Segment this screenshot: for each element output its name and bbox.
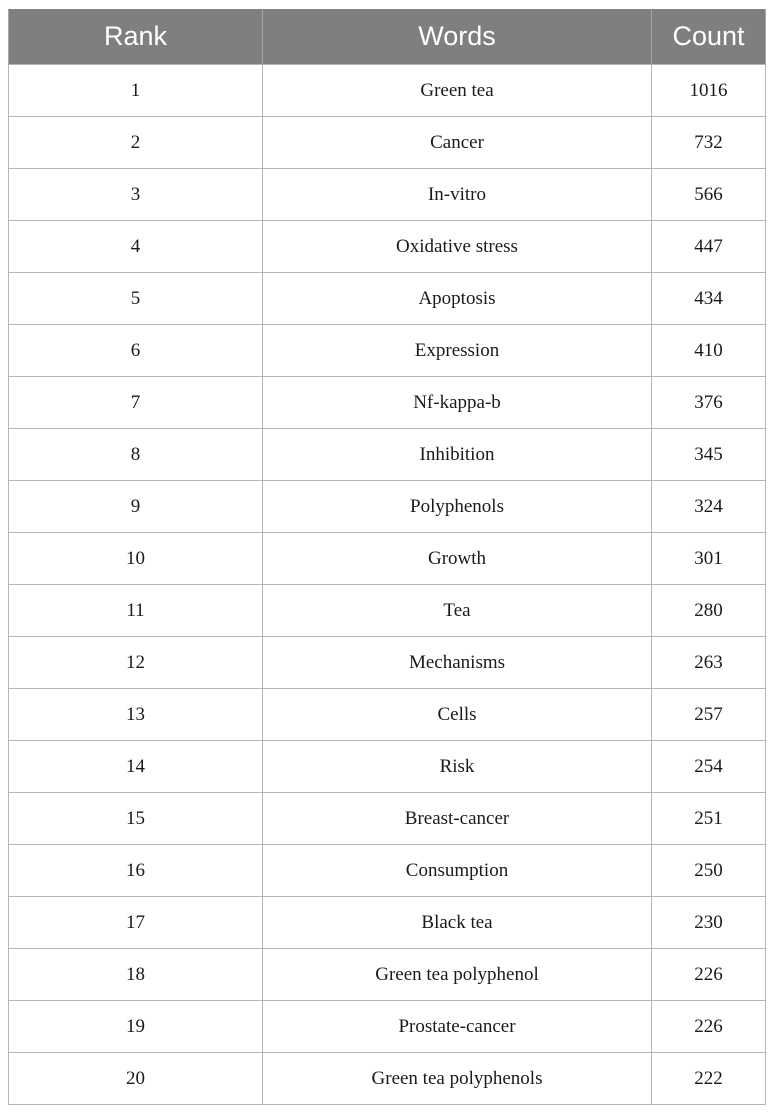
count-cell: 410 — [652, 325, 766, 377]
count-cell: 222 — [652, 1053, 766, 1105]
word-cell: Breast-cancer — [263, 793, 652, 845]
word-cell: Tea — [263, 585, 652, 637]
table-row — [9, 429, 766, 481]
rank-cell: 17 — [9, 897, 263, 949]
table-row — [9, 689, 766, 741]
count-cell: 230 — [652, 897, 766, 949]
word-cell: Black tea — [263, 897, 652, 949]
word-cell: Green tea polyphenol — [263, 949, 652, 1001]
word-cell: Cancer — [263, 117, 652, 169]
rank-cell: 20 — [9, 1053, 263, 1105]
rank-cell: 2 — [9, 117, 263, 169]
table-row — [9, 585, 766, 637]
table-row — [9, 273, 766, 325]
keyword-table-container — [8, 9, 765, 1105]
word-cell: Mechanisms — [263, 637, 652, 689]
count-cell: 732 — [652, 117, 766, 169]
word-cell: Polyphenols — [263, 481, 652, 533]
rank-cell: 6 — [9, 325, 263, 377]
rank-cell: 19 — [9, 1001, 263, 1053]
table-row — [9, 897, 766, 949]
count-cell: 301 — [652, 533, 766, 585]
word-cell: Cells — [263, 689, 652, 741]
table-row — [9, 1001, 766, 1053]
count-cell: 345 — [652, 429, 766, 481]
word-cell: Apoptosis — [263, 273, 652, 325]
table-row — [9, 65, 766, 117]
count-cell: 376 — [652, 377, 766, 429]
table-row — [9, 325, 766, 377]
word-cell: Green tea polyphenols — [263, 1053, 652, 1105]
table-row — [9, 1053, 766, 1105]
word-cell: Inhibition — [263, 429, 652, 481]
word-cell: Risk — [263, 741, 652, 793]
table-header — [9, 9, 766, 65]
table-row — [9, 793, 766, 845]
word-cell: Green tea — [263, 65, 652, 117]
count-cell: 254 — [652, 741, 766, 793]
count-cell: 434 — [652, 273, 766, 325]
count-cell: 251 — [652, 793, 766, 845]
word-cell: Nf-kappa-b — [263, 377, 652, 429]
rank-cell: 7 — [9, 377, 263, 429]
table-row — [9, 845, 766, 897]
header-count: Count — [652, 9, 766, 65]
table-row — [9, 117, 766, 169]
word-cell: Growth — [263, 533, 652, 585]
table-row — [9, 481, 766, 533]
rank-cell: 8 — [9, 429, 263, 481]
word-cell: In-vitro — [263, 169, 652, 221]
table-row — [9, 741, 766, 793]
header-words: Words — [263, 9, 652, 65]
keyword-table — [8, 9, 766, 1105]
table-row — [9, 377, 766, 429]
table-row — [9, 533, 766, 585]
count-cell: 1016 — [652, 65, 766, 117]
rank-cell: 4 — [9, 221, 263, 273]
count-cell: 280 — [652, 585, 766, 637]
rank-cell: 13 — [9, 689, 263, 741]
count-cell: 447 — [652, 221, 766, 273]
count-cell: 250 — [652, 845, 766, 897]
rank-cell: 16 — [9, 845, 263, 897]
word-cell: Prostate-cancer — [263, 1001, 652, 1053]
count-cell: 263 — [652, 637, 766, 689]
word-cell: Expression — [263, 325, 652, 377]
count-cell: 226 — [652, 949, 766, 1001]
rank-cell: 5 — [9, 273, 263, 325]
rank-cell: 12 — [9, 637, 263, 689]
rank-cell: 15 — [9, 793, 263, 845]
count-cell: 257 — [652, 689, 766, 741]
rank-cell: 11 — [9, 585, 263, 637]
count-cell: 324 — [652, 481, 766, 533]
count-cell: 226 — [652, 1001, 766, 1053]
table-row — [9, 221, 766, 273]
word-cell: Oxidative stress — [263, 221, 652, 273]
rank-cell: 1 — [9, 65, 263, 117]
rank-cell: 10 — [9, 533, 263, 585]
count-cell: 566 — [652, 169, 766, 221]
rank-cell: 3 — [9, 169, 263, 221]
header-row — [9, 9, 766, 65]
table-row — [9, 637, 766, 689]
rank-cell: 9 — [9, 481, 263, 533]
word-cell: Consumption — [263, 845, 652, 897]
header-rank: Rank — [9, 9, 263, 65]
table-row — [9, 169, 766, 221]
table-row — [9, 949, 766, 1001]
rank-cell: 18 — [9, 949, 263, 1001]
rank-cell: 14 — [9, 741, 263, 793]
table-body — [9, 65, 766, 1105]
